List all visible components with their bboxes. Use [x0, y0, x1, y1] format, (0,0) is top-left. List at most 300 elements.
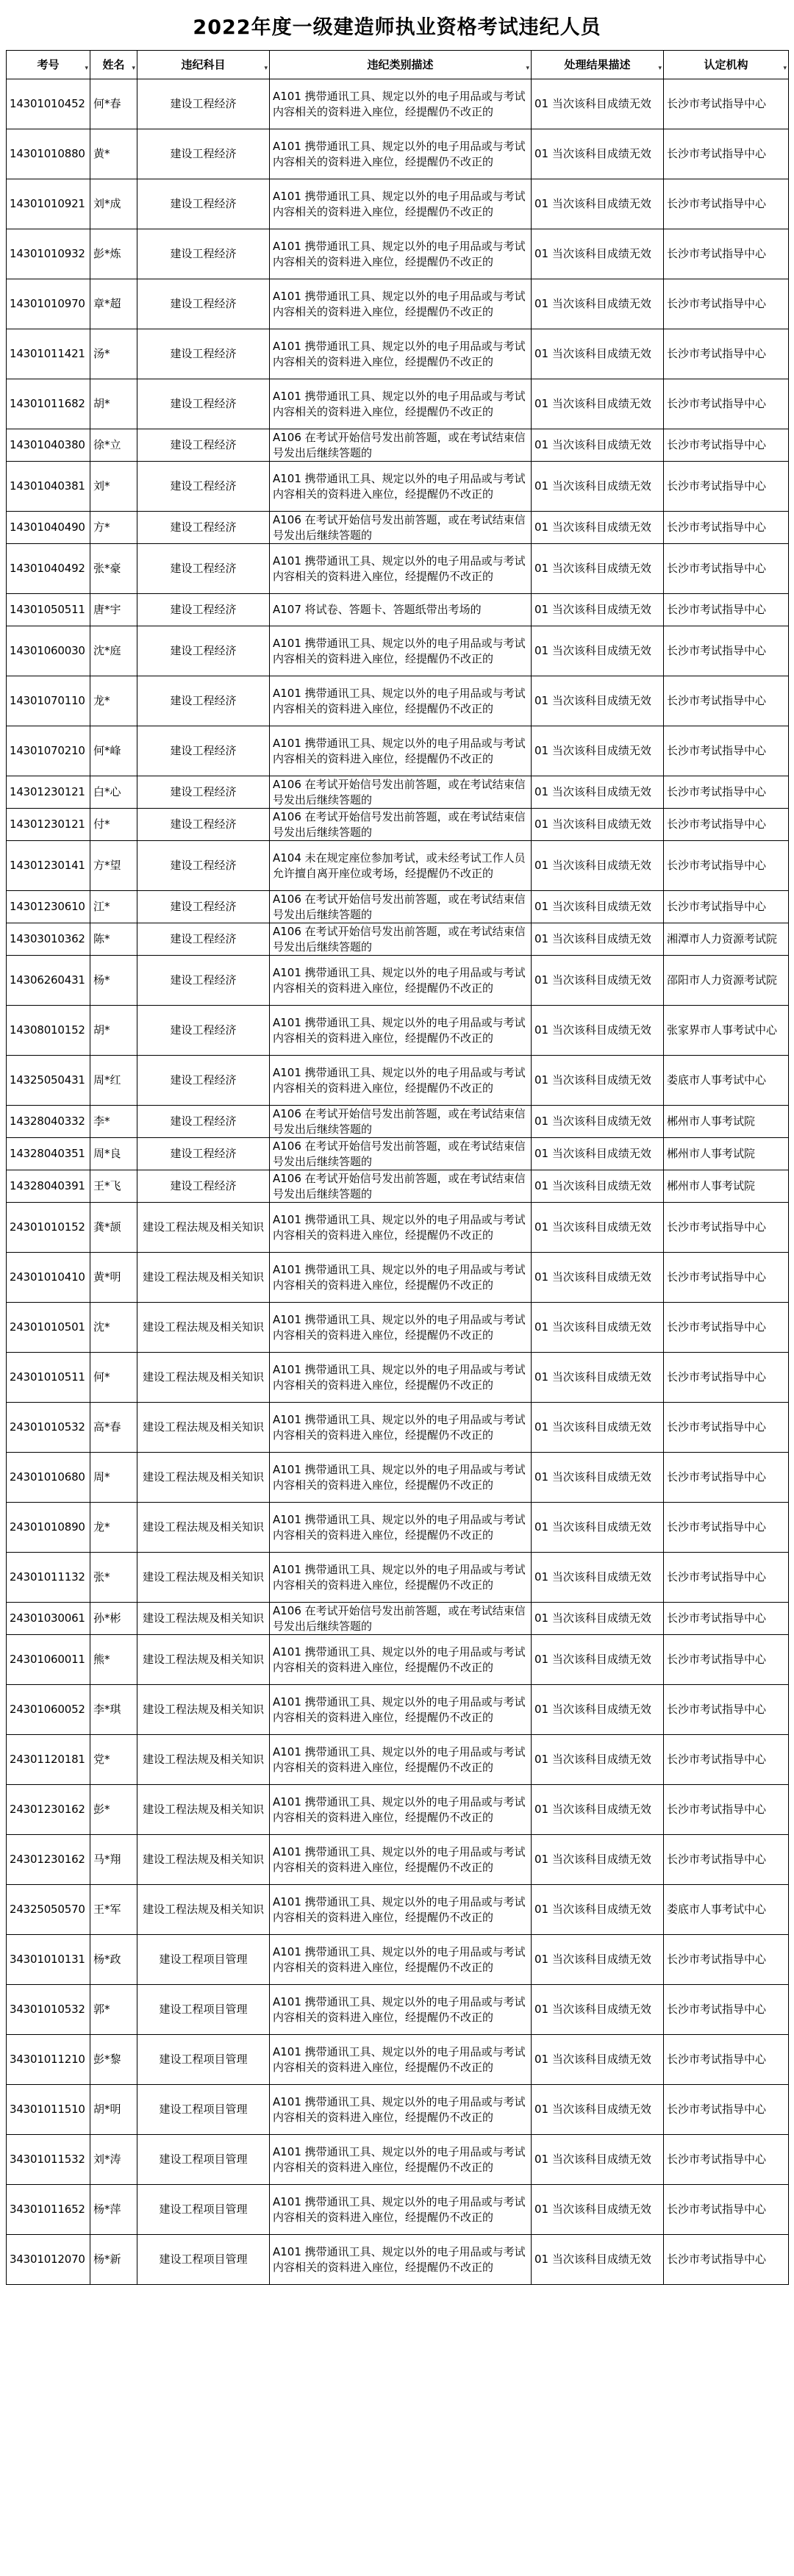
cell-id[interactable]: 24325050570: [7, 1885, 90, 1935]
cell-subject[interactable]: 建设工程经济: [137, 594, 270, 626]
cell-result[interactable]: 01 当次该科目成绩无效: [532, 1835, 664, 1885]
cell-org[interactable]: 郴州市人事考试院: [664, 1170, 789, 1203]
header-subject[interactable]: 违纪科目 ▾: [137, 51, 270, 79]
cell-subject[interactable]: 建设工程经济: [137, 626, 270, 676]
cell-id[interactable]: 14301010880: [7, 129, 90, 179]
cell-id[interactable]: 14328040351: [7, 1138, 90, 1170]
cell-desc[interactable]: A101 携带通讯工具、规定以外的电子用品或与考试内容相关的资料进入座位，经提醒仍不改正的: [270, 1056, 532, 1106]
cell-org[interactable]: 长沙市考试指导中心: [664, 329, 789, 379]
cell-desc[interactable]: A101 携带通讯工具、规定以外的电子用品或与考试内容相关的资料进入座位，经提醒仍不改正的: [270, 2035, 532, 2085]
cell-name[interactable]: 刘*成: [90, 179, 137, 229]
cell-name[interactable]: 彭*: [90, 1785, 137, 1835]
cell-result[interactable]: 01 当次该科目成绩无效: [532, 841, 664, 891]
cell-desc[interactable]: A101 携带通讯工具、规定以外的电子用品或与考试内容相关的资料进入座位，经提醒仍不改正的: [270, 1935, 532, 1985]
cell-subject[interactable]: 建设工程法规及相关知识: [137, 1553, 270, 1603]
cell-desc[interactable]: A106 在考试开始信号发出前答题，或在考试结束信号发出后继续答题的: [270, 891, 532, 923]
cell-desc[interactable]: A101 携带通讯工具、规定以外的电子用品或与考试内容相关的资料进入座位，经提醒仍不改正的: [270, 462, 532, 512]
cell-subject[interactable]: 建设工程法规及相关知识: [137, 1885, 270, 1935]
cell-result[interactable]: 01 当次该科目成绩无效: [532, 2085, 664, 2135]
cell-desc[interactable]: A101 携带通讯工具、规定以外的电子用品或与考试内容相关的资料进入座位，经提醒仍不改正的: [270, 2135, 532, 2185]
cell-result[interactable]: 01 当次该科目成绩无效: [532, 2235, 664, 2285]
cell-result[interactable]: 01 当次该科目成绩无效: [532, 1635, 664, 1685]
cell-org[interactable]: 长沙市考试指导中心: [664, 676, 789, 726]
cell-subject[interactable]: 建设工程经济: [137, 462, 270, 512]
cell-subject[interactable]: 建设工程经济: [137, 726, 270, 776]
cell-name[interactable]: 刘*: [90, 462, 137, 512]
cell-desc[interactable]: A101 携带通讯工具、规定以外的电子用品或与考试内容相关的资料进入座位，经提醒仍不改正的: [270, 1503, 532, 1553]
cell-result[interactable]: 01 当次该科目成绩无效: [532, 229, 664, 279]
cell-org[interactable]: 长沙市考试指导中心: [664, 809, 789, 841]
cell-result[interactable]: 01 当次该科目成绩无效: [532, 1253, 664, 1303]
cell-org[interactable]: 长沙市考试指导中心: [664, 726, 789, 776]
cell-org[interactable]: 长沙市考试指导中心: [664, 1685, 789, 1735]
cell-name[interactable]: 章*超: [90, 279, 137, 329]
cell-result[interactable]: 01 当次该科目成绩无效: [532, 1403, 664, 1453]
cell-desc[interactable]: A101 携带通讯工具、规定以外的电子用品或与考试内容相关的资料进入座位，经提醒仍不改正的: [270, 229, 532, 279]
cell-org[interactable]: 长沙市考试指导中心: [664, 544, 789, 594]
cell-result[interactable]: 01 当次该科目成绩无效: [532, 1303, 664, 1353]
cell-subject[interactable]: 建设工程经济: [137, 676, 270, 726]
cell-org[interactable]: 长沙市考试指导中心: [664, 2035, 789, 2085]
cell-desc[interactable]: A101 携带通讯工具、规定以外的电子用品或与考试内容相关的资料进入座位，经提醒仍不改正的: [270, 1453, 532, 1503]
cell-subject[interactable]: 建设工程法规及相关知识: [137, 1203, 270, 1253]
cell-desc[interactable]: A101 携带通讯工具、规定以外的电子用品或与考试内容相关的资料进入座位，经提醒仍不改正的: [270, 1006, 532, 1056]
filter-dropdown-icon[interactable]: ▾: [132, 65, 135, 72]
cell-subject[interactable]: 建设工程项目管理: [137, 1985, 270, 2035]
cell-id[interactable]: 24301010511: [7, 1353, 90, 1403]
header-result[interactable]: 处理结果描述 ▾: [532, 51, 664, 79]
cell-desc[interactable]: A101 携带通讯工具、规定以外的电子用品或与考试内容相关的资料进入座位，经提醒仍不改正的: [270, 1735, 532, 1785]
cell-desc[interactable]: A106 在考试开始信号发出前答题，或在考试结束信号发出后继续答题的: [270, 1138, 532, 1170]
cell-subject[interactable]: 建设工程经济: [137, 891, 270, 923]
cell-name[interactable]: 杨*: [90, 956, 137, 1006]
cell-desc[interactable]: A101 携带通讯工具、规定以外的电子用品或与考试内容相关的资料进入座位，经提醒仍不改正的: [270, 2085, 532, 2135]
cell-subject[interactable]: 建设工程项目管理: [137, 2035, 270, 2085]
cell-name[interactable]: 何*: [90, 1353, 137, 1403]
cell-subject[interactable]: 建设工程经济: [137, 841, 270, 891]
filter-dropdown-icon[interactable]: ▾: [85, 65, 88, 72]
cell-id[interactable]: 34301010532: [7, 1985, 90, 2035]
cell-id[interactable]: 14301060030: [7, 626, 90, 676]
cell-desc[interactable]: A106 在考试开始信号发出前答题，或在考试结束信号发出后继续答题的: [270, 1170, 532, 1203]
cell-name[interactable]: 黄*明: [90, 1253, 137, 1303]
cell-org[interactable]: 长沙市考试指导中心: [664, 891, 789, 923]
cell-subject[interactable]: 建设工程经济: [137, 1006, 270, 1056]
cell-id[interactable]: 24301230162: [7, 1835, 90, 1885]
cell-result[interactable]: 01 当次该科目成绩无效: [532, 279, 664, 329]
cell-org[interactable]: 长沙市考试指导中心: [664, 1635, 789, 1685]
cell-subject[interactable]: 建设工程法规及相关知识: [137, 1785, 270, 1835]
cell-result[interactable]: 01 当次该科目成绩无效: [532, 1106, 664, 1138]
cell-subject[interactable]: 建设工程法规及相关知识: [137, 1835, 270, 1885]
cell-result[interactable]: 01 当次该科目成绩无效: [532, 429, 664, 462]
cell-id[interactable]: 14325050431: [7, 1056, 90, 1106]
cell-result[interactable]: 01 当次该科目成绩无效: [532, 129, 664, 179]
cell-result[interactable]: 01 当次该科目成绩无效: [532, 1935, 664, 1985]
cell-name[interactable]: 杨*新: [90, 2235, 137, 2285]
cell-id[interactable]: 14308010152: [7, 1006, 90, 1056]
cell-result[interactable]: 01 当次该科目成绩无效: [532, 809, 664, 841]
cell-desc[interactable]: A106 在考试开始信号发出前答题，或在考试结束信号发出后继续答题的: [270, 1603, 532, 1635]
cell-id[interactable]: 34301011652: [7, 2185, 90, 2235]
cell-name[interactable]: 周*良: [90, 1138, 137, 1170]
cell-id[interactable]: 14301010921: [7, 179, 90, 229]
cell-org[interactable]: 长沙市考试指导中心: [664, 512, 789, 544]
cell-name[interactable]: 付*: [90, 809, 137, 841]
cell-result[interactable]: 01 当次该科目成绩无效: [532, 1203, 664, 1253]
cell-id[interactable]: 14301010970: [7, 279, 90, 329]
cell-id[interactable]: 14301010932: [7, 229, 90, 279]
cell-name[interactable]: 江*: [90, 891, 137, 923]
cell-desc[interactable]: A106 在考试开始信号发出前答题，或在考试结束信号发出后继续答题的: [270, 809, 532, 841]
cell-result[interactable]: 01 当次该科目成绩无效: [532, 79, 664, 129]
cell-id[interactable]: 14328040391: [7, 1170, 90, 1203]
cell-desc[interactable]: A101 携带通讯工具、规定以外的电子用品或与考试内容相关的资料进入座位，经提醒仍不改正的: [270, 2185, 532, 2235]
cell-name[interactable]: 黄*: [90, 129, 137, 179]
cell-result[interactable]: 01 当次该科目成绩无效: [532, 329, 664, 379]
header-desc[interactable]: 违纪类别描述 ▾: [270, 51, 532, 79]
cell-name[interactable]: 胡*明: [90, 2085, 137, 2135]
cell-name[interactable]: 杨*政: [90, 1935, 137, 1985]
cell-result[interactable]: 01 当次该科目成绩无效: [532, 1553, 664, 1603]
cell-org[interactable]: 长沙市考试指导中心: [664, 1253, 789, 1303]
cell-name[interactable]: 周*红: [90, 1056, 137, 1106]
cell-desc[interactable]: A101 携带通讯工具、规定以外的电子用品或与考试内容相关的资料进入座位，经提醒仍不改正的: [270, 676, 532, 726]
cell-result[interactable]: 01 当次该科目成绩无效: [532, 923, 664, 956]
cell-subject[interactable]: 建设工程经济: [137, 776, 270, 809]
cell-id[interactable]: 14301010452: [7, 79, 90, 129]
cell-name[interactable]: 沈*庭: [90, 626, 137, 676]
cell-org[interactable]: 长沙市考试指导中心: [664, 1503, 789, 1553]
cell-subject[interactable]: 建设工程经济: [137, 79, 270, 129]
cell-org[interactable]: 长沙市考试指导中心: [664, 2185, 789, 2235]
cell-result[interactable]: 01 当次该科目成绩无效: [532, 1785, 664, 1835]
cell-result[interactable]: 01 当次该科目成绩无效: [532, 2135, 664, 2185]
cell-id[interactable]: 24301060052: [7, 1685, 90, 1735]
cell-id[interactable]: 24301030061: [7, 1603, 90, 1635]
cell-id[interactable]: 14306260431: [7, 956, 90, 1006]
cell-subject[interactable]: 建设工程经济: [137, 179, 270, 229]
cell-id[interactable]: 14301230141: [7, 841, 90, 891]
cell-result[interactable]: 01 当次该科目成绩无效: [532, 1006, 664, 1056]
cell-subject[interactable]: 建设工程经济: [137, 129, 270, 179]
cell-org[interactable]: 长沙市考试指导中心: [664, 2085, 789, 2135]
cell-org[interactable]: 郴州市人事考试院: [664, 1138, 789, 1170]
cell-desc[interactable]: A101 携带通讯工具、规定以外的电子用品或与考试内容相关的资料进入座位，经提醒仍不改正的: [270, 544, 532, 594]
cell-id[interactable]: 14301040490: [7, 512, 90, 544]
cell-org[interactable]: 长沙市考试指导中心: [664, 462, 789, 512]
cell-subject[interactable]: 建设工程项目管理: [137, 2235, 270, 2285]
cell-subject[interactable]: 建设工程法规及相关知识: [137, 1635, 270, 1685]
cell-desc[interactable]: A101 携带通讯工具、规定以外的电子用品或与考试内容相关的资料进入座位，经提醒仍不改正的: [270, 626, 532, 676]
cell-subject[interactable]: 建设工程经济: [137, 229, 270, 279]
cell-desc[interactable]: A101 携带通讯工具、规定以外的电子用品或与考试内容相关的资料进入座位，经提醒仍不改正的: [270, 1985, 532, 2035]
cell-desc[interactable]: A104 未在规定座位参加考试，或未经考试工作人员允许擅自离开座位或考场，经提醒仍不改正的: [270, 841, 532, 891]
cell-subject[interactable]: 建设工程经济: [137, 429, 270, 462]
header-name[interactable]: 姓名 ▾: [90, 51, 137, 79]
cell-result[interactable]: 01 当次该科目成绩无效: [532, 1353, 664, 1403]
cell-subject[interactable]: 建设工程法规及相关知识: [137, 1685, 270, 1735]
cell-result[interactable]: 01 当次该科目成绩无效: [532, 891, 664, 923]
cell-org[interactable]: 长沙市考试指导中心: [664, 179, 789, 229]
cell-org[interactable]: 长沙市考试指导中心: [664, 1985, 789, 2035]
cell-name[interactable]: 白*心: [90, 776, 137, 809]
cell-subject[interactable]: 建设工程法规及相关知识: [137, 1453, 270, 1503]
cell-subject[interactable]: 建设工程法规及相关知识: [137, 1353, 270, 1403]
cell-name[interactable]: 汤*: [90, 329, 137, 379]
cell-subject[interactable]: 建设工程经济: [137, 923, 270, 956]
cell-name[interactable]: 王*军: [90, 1885, 137, 1935]
cell-name[interactable]: 党*: [90, 1735, 137, 1785]
cell-desc[interactable]: A101 携带通讯工具、规定以外的电子用品或与考试内容相关的资料进入座位，经提醒仍不改正的: [270, 1635, 532, 1685]
cell-subject[interactable]: 建设工程经济: [137, 1056, 270, 1106]
cell-desc[interactable]: A101 携带通讯工具、规定以外的电子用品或与考试内容相关的资料进入座位，经提醒仍不改正的: [270, 1253, 532, 1303]
cell-id[interactable]: 24301010501: [7, 1303, 90, 1353]
cell-desc[interactable]: A101 携带通讯工具、规定以外的电子用品或与考试内容相关的资料进入座位，经提醒仍不改正的: [270, 79, 532, 129]
cell-subject[interactable]: 建设工程项目管理: [137, 2185, 270, 2235]
cell-result[interactable]: 01 当次该科目成绩无效: [532, 594, 664, 626]
cell-id[interactable]: 24301010152: [7, 1203, 90, 1253]
cell-name[interactable]: 马*翔: [90, 1835, 137, 1885]
cell-name[interactable]: 龙*: [90, 676, 137, 726]
cell-desc[interactable]: A101 携带通讯工具、规定以外的电子用品或与考试内容相关的资料进入座位，经提醒仍不改正的: [270, 2235, 532, 2285]
cell-subject[interactable]: 建设工程经济: [137, 1138, 270, 1170]
filter-dropdown-icon[interactable]: ▾: [783, 65, 787, 72]
cell-name[interactable]: 李*: [90, 1106, 137, 1138]
cell-org[interactable]: 长沙市考试指导中心: [664, 1735, 789, 1785]
cell-id[interactable]: 34301010131: [7, 1935, 90, 1985]
cell-org[interactable]: 娄底市人事考试中心: [664, 1885, 789, 1935]
cell-org[interactable]: 长沙市考试指导中心: [664, 429, 789, 462]
cell-org[interactable]: 长沙市考试指导中心: [664, 1835, 789, 1885]
cell-org[interactable]: 长沙市考试指导中心: [664, 1203, 789, 1253]
cell-desc[interactable]: A101 携带通讯工具、规定以外的电子用品或与考试内容相关的资料进入座位，经提醒仍不改正的: [270, 1353, 532, 1403]
cell-org[interactable]: 长沙市考试指导中心: [664, 626, 789, 676]
cell-org[interactable]: 长沙市考试指导中心: [664, 1603, 789, 1635]
cell-id[interactable]: 24301060011: [7, 1635, 90, 1685]
cell-org[interactable]: 张家界市人事考试中心: [664, 1006, 789, 1056]
cell-id[interactable]: 24301010680: [7, 1453, 90, 1503]
cell-org[interactable]: 长沙市考试指导中心: [664, 79, 789, 129]
cell-name[interactable]: 孙*彬: [90, 1603, 137, 1635]
cell-name[interactable]: 何*春: [90, 79, 137, 129]
cell-org[interactable]: 长沙市考试指导中心: [664, 776, 789, 809]
cell-org[interactable]: 长沙市考试指导中心: [664, 379, 789, 429]
cell-result[interactable]: 01 当次该科目成绩无效: [532, 1138, 664, 1170]
cell-id[interactable]: 14301040380: [7, 429, 90, 462]
cell-result[interactable]: 01 当次该科目成绩无效: [532, 1503, 664, 1553]
cell-desc[interactable]: A107 将试卷、答题卡、答题纸带出考场的: [270, 594, 532, 626]
cell-id[interactable]: 24301010532: [7, 1403, 90, 1453]
cell-id[interactable]: 34301012070: [7, 2235, 90, 2285]
cell-desc[interactable]: A101 携带通讯工具、规定以外的电子用品或与考试内容相关的资料进入座位，经提醒仍不改正的: [270, 279, 532, 329]
cell-subject[interactable]: 建设工程项目管理: [137, 2135, 270, 2185]
cell-desc[interactable]: A101 携带通讯工具、规定以外的电子用品或与考试内容相关的资料进入座位，经提醒仍不改正的: [270, 1203, 532, 1253]
cell-result[interactable]: 01 当次该科目成绩无效: [532, 1985, 664, 2035]
cell-subject[interactable]: 建设工程法规及相关知识: [137, 1303, 270, 1353]
cell-id[interactable]: 34301011510: [7, 2085, 90, 2135]
cell-desc[interactable]: A106 在考试开始信号发出前答题，或在考试结束信号发出后继续答题的: [270, 1106, 532, 1138]
cell-subject[interactable]: 建设工程经济: [137, 329, 270, 379]
cell-result[interactable]: 01 当次该科目成绩无效: [532, 1170, 664, 1203]
cell-org[interactable]: 长沙市考试指导中心: [664, 1453, 789, 1503]
cell-id[interactable]: 34301011210: [7, 2035, 90, 2085]
cell-id[interactable]: 24301010410: [7, 1253, 90, 1303]
cell-org[interactable]: 郴州市人事考试院: [664, 1106, 789, 1138]
header-org[interactable]: 认定机构 ▾: [664, 51, 789, 79]
cell-desc[interactable]: A101 携带通讯工具、规定以外的电子用品或与考试内容相关的资料进入座位，经提醒仍不改正的: [270, 726, 532, 776]
cell-subject[interactable]: 建设工程经济: [137, 279, 270, 329]
cell-subject[interactable]: 建设工程经济: [137, 544, 270, 594]
cell-org[interactable]: 湘潭市人力资源考试院: [664, 923, 789, 956]
cell-result[interactable]: 01 当次该科目成绩无效: [532, 1735, 664, 1785]
cell-org[interactable]: 长沙市考试指导中心: [664, 1403, 789, 1453]
cell-id[interactable]: 34301011532: [7, 2135, 90, 2185]
cell-result[interactable]: 01 当次该科目成绩无效: [532, 2035, 664, 2085]
cell-id[interactable]: 24301120181: [7, 1735, 90, 1785]
cell-result[interactable]: 01 当次该科目成绩无效: [532, 1685, 664, 1735]
cell-id[interactable]: 24301010890: [7, 1503, 90, 1553]
cell-result[interactable]: 01 当次该科目成绩无效: [532, 544, 664, 594]
cell-name[interactable]: 陈*: [90, 923, 137, 956]
cell-name[interactable]: 杨*萍: [90, 2185, 137, 2235]
cell-org[interactable]: 长沙市考试指导中心: [664, 229, 789, 279]
cell-id[interactable]: 14301040381: [7, 462, 90, 512]
cell-name[interactable]: 周*: [90, 1453, 137, 1503]
cell-subject[interactable]: 建设工程法规及相关知识: [137, 1603, 270, 1635]
cell-desc[interactable]: A106 在考试开始信号发出前答题，或在考试结束信号发出后继续答题的: [270, 429, 532, 462]
cell-name[interactable]: 龚*颉: [90, 1203, 137, 1253]
cell-name[interactable]: 高*春: [90, 1403, 137, 1453]
cell-result[interactable]: 01 当次该科目成绩无效: [532, 626, 664, 676]
cell-subject[interactable]: 建设工程经济: [137, 1106, 270, 1138]
cell-subject[interactable]: 建设工程经济: [137, 956, 270, 1006]
cell-name[interactable]: 李*琪: [90, 1685, 137, 1735]
cell-org[interactable]: 长沙市考试指导中心: [664, 1553, 789, 1603]
cell-result[interactable]: 01 当次该科目成绩无效: [532, 1453, 664, 1503]
cell-subject[interactable]: 建设工程经济: [137, 809, 270, 841]
header-id[interactable]: 考号 ▾: [7, 51, 90, 79]
cell-id[interactable]: 14328040332: [7, 1106, 90, 1138]
cell-name[interactable]: 张*: [90, 1553, 137, 1603]
cell-result[interactable]: 01 当次该科目成绩无效: [532, 462, 664, 512]
cell-name[interactable]: 胡*: [90, 379, 137, 429]
cell-name[interactable]: 方*: [90, 512, 137, 544]
cell-result[interactable]: 01 当次该科目成绩无效: [532, 179, 664, 229]
cell-result[interactable]: 01 当次该科目成绩无效: [532, 1603, 664, 1635]
cell-id[interactable]: 14301011421: [7, 329, 90, 379]
filter-dropdown-icon[interactable]: ▾: [264, 65, 268, 72]
cell-result[interactable]: 01 当次该科目成绩无效: [532, 379, 664, 429]
cell-result[interactable]: 01 当次该科目成绩无效: [532, 1885, 664, 1935]
cell-org[interactable]: 邵阳市人力资源考试院: [664, 956, 789, 1006]
cell-subject[interactable]: 建设工程项目管理: [137, 1935, 270, 1985]
cell-org[interactable]: 长沙市考试指导中心: [664, 594, 789, 626]
cell-name[interactable]: 何*峰: [90, 726, 137, 776]
cell-subject[interactable]: 建设工程项目管理: [137, 2085, 270, 2135]
cell-id[interactable]: 14301230121: [7, 809, 90, 841]
cell-desc[interactable]: A101 携带通讯工具、规定以外的电子用品或与考试内容相关的资料进入座位，经提醒仍不改正的: [270, 179, 532, 229]
cell-name[interactable]: 龙*: [90, 1503, 137, 1553]
cell-desc[interactable]: A101 携带通讯工具、规定以外的电子用品或与考试内容相关的资料进入座位，经提醒仍不改正的: [270, 379, 532, 429]
cell-id[interactable]: 14301050511: [7, 594, 90, 626]
cell-org[interactable]: 长沙市考试指导中心: [664, 1935, 789, 1985]
cell-result[interactable]: 01 当次该科目成绩无效: [532, 1056, 664, 1106]
cell-id[interactable]: 14301040492: [7, 544, 90, 594]
cell-name[interactable]: 熊*: [90, 1635, 137, 1685]
cell-id[interactable]: 14301011682: [7, 379, 90, 429]
cell-id[interactable]: 14301070210: [7, 726, 90, 776]
cell-name[interactable]: 胡*: [90, 1006, 137, 1056]
cell-subject[interactable]: 建设工程经济: [137, 379, 270, 429]
cell-subject[interactable]: 建设工程经济: [137, 1170, 270, 1203]
cell-name[interactable]: 彭*炼: [90, 229, 137, 279]
cell-desc[interactable]: A106 在考试开始信号发出前答题，或在考试结束信号发出后继续答题的: [270, 512, 532, 544]
cell-subject[interactable]: 建设工程经济: [137, 512, 270, 544]
cell-subject[interactable]: 建设工程法规及相关知识: [137, 1403, 270, 1453]
cell-desc[interactable]: A101 携带通讯工具、规定以外的电子用品或与考试内容相关的资料进入座位，经提醒仍不改正的: [270, 129, 532, 179]
cell-id[interactable]: 14303010362: [7, 923, 90, 956]
cell-id[interactable]: 24301230162: [7, 1785, 90, 1835]
cell-desc[interactable]: A101 携带通讯工具、规定以外的电子用品或与考试内容相关的资料进入座位，经提醒仍不改正的: [270, 1303, 532, 1353]
cell-org[interactable]: 长沙市考试指导中心: [664, 279, 789, 329]
cell-desc[interactable]: A101 携带通讯工具、规定以外的电子用品或与考试内容相关的资料进入座位，经提醒仍不改正的: [270, 1835, 532, 1885]
cell-desc[interactable]: A101 携带通讯工具、规定以外的电子用品或与考试内容相关的资料进入座位，经提醒仍不改正的: [270, 956, 532, 1006]
cell-id[interactable]: 24301011132: [7, 1553, 90, 1603]
cell-org[interactable]: 长沙市考试指导中心: [664, 129, 789, 179]
cell-name[interactable]: 沈*: [90, 1303, 137, 1353]
filter-dropdown-icon[interactable]: ▾: [526, 65, 529, 72]
cell-result[interactable]: 01 当次该科目成绩无效: [532, 2185, 664, 2235]
cell-org[interactable]: 长沙市考试指导中心: [664, 1303, 789, 1353]
cell-desc[interactable]: A101 携带通讯工具、规定以外的电子用品或与考试内容相关的资料进入座位，经提醒仍不改正的: [270, 329, 532, 379]
cell-name[interactable]: 郭*: [90, 1985, 137, 2035]
cell-desc[interactable]: A101 携带通讯工具、规定以外的电子用品或与考试内容相关的资料进入座位，经提醒仍不改正的: [270, 1403, 532, 1453]
cell-result[interactable]: 01 当次该科目成绩无效: [532, 512, 664, 544]
cell-id[interactable]: 14301230610: [7, 891, 90, 923]
cell-id[interactable]: 14301230121: [7, 776, 90, 809]
cell-org[interactable]: 长沙市考试指导中心: [664, 841, 789, 891]
cell-name[interactable]: 方*望: [90, 841, 137, 891]
cell-name[interactable]: 唐*宇: [90, 594, 137, 626]
cell-desc[interactable]: A101 携带通讯工具、规定以外的电子用品或与考试内容相关的资料进入座位，经提醒仍不改正的: [270, 1785, 532, 1835]
cell-desc[interactable]: A106 在考试开始信号发出前答题，或在考试结束信号发出后继续答题的: [270, 923, 532, 956]
cell-name[interactable]: 徐*立: [90, 429, 137, 462]
cell-result[interactable]: 01 当次该科目成绩无效: [532, 956, 664, 1006]
cell-result[interactable]: 01 当次该科目成绩无效: [532, 776, 664, 809]
cell-result[interactable]: 01 当次该科目成绩无效: [532, 726, 664, 776]
cell-id[interactable]: 14301070110: [7, 676, 90, 726]
cell-desc[interactable]: A106 在考试开始信号发出前答题，或在考试结束信号发出后继续答题的: [270, 776, 532, 809]
cell-name[interactable]: 刘*涛: [90, 2135, 137, 2185]
cell-result[interactable]: 01 当次该科目成绩无效: [532, 676, 664, 726]
cell-subject[interactable]: 建设工程法规及相关知识: [137, 1735, 270, 1785]
cell-desc[interactable]: A101 携带通讯工具、规定以外的电子用品或与考试内容相关的资料进入座位，经提醒仍不改正的: [270, 1685, 532, 1735]
cell-name[interactable]: 张*豪: [90, 544, 137, 594]
cell-org[interactable]: 娄底市人事考试中心: [664, 1056, 789, 1106]
cell-org[interactable]: 长沙市考试指导中心: [664, 2235, 789, 2285]
cell-desc[interactable]: A101 携带通讯工具、规定以外的电子用品或与考试内容相关的资料进入座位，经提醒仍不改正的: [270, 1885, 532, 1935]
cell-org[interactable]: 长沙市考试指导中心: [664, 1785, 789, 1835]
cell-name[interactable]: 彭*黎: [90, 2035, 137, 2085]
cell-subject[interactable]: 建设工程法规及相关知识: [137, 1253, 270, 1303]
cell-org[interactable]: 长沙市考试指导中心: [664, 2135, 789, 2185]
cell-name[interactable]: 王*飞: [90, 1170, 137, 1203]
filter-dropdown-icon[interactable]: ▾: [658, 65, 662, 72]
cell-desc[interactable]: A101 携带通讯工具、规定以外的电子用品或与考试内容相关的资料进入座位，经提醒仍不改正的: [270, 1553, 532, 1603]
cell-subject[interactable]: 建设工程法规及相关知识: [137, 1503, 270, 1553]
cell-org[interactable]: 长沙市考试指导中心: [664, 1353, 789, 1403]
